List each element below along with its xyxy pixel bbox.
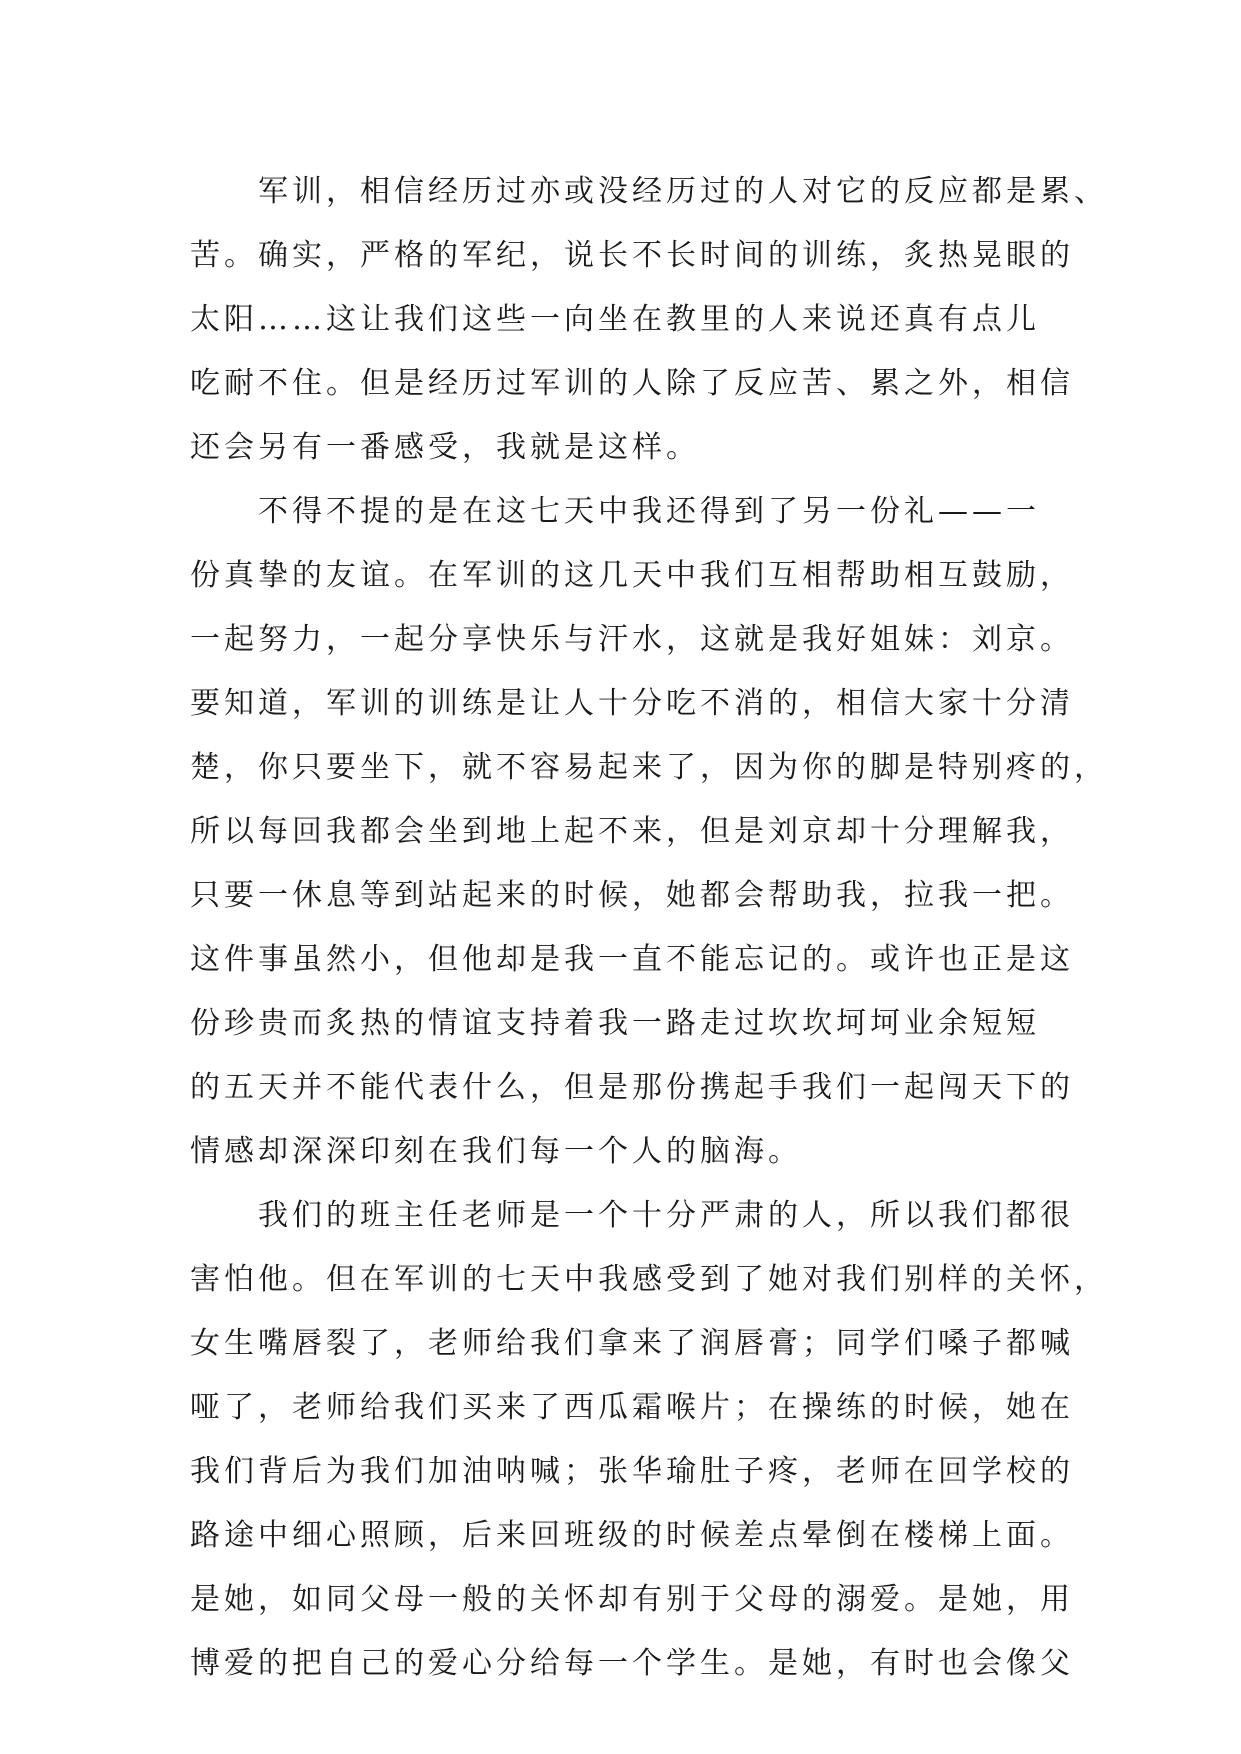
text-line: 份珍贵而炙热的情谊支持着我一路走过坎坎坷坷业余短短 <box>190 1006 1040 1041</box>
text-line: 害怕他。但在军训的七天中我感受到了她对我们别样的关怀， <box>190 1262 1108 1297</box>
text-line: 楚，你只要坐下，就不容易起来了，因为你的脚是特别疼的， <box>190 750 1108 785</box>
text-line: 苦。确实，严格的军纪，说长不长时间的训练，炙热晃眼的 <box>190 238 1074 273</box>
text-line: 我们的班主任老师是一个十分严肃的人，所以我们都很 <box>258 1198 1074 1233</box>
text-line: 只要一休息等到站起来的时候，她都会帮助我，拉我一把。 <box>190 878 1074 913</box>
text-line: 女生嘴唇裂了，老师给我们拿来了润唇膏；同学们嗓子都喊 <box>190 1326 1074 1361</box>
text-line: 情感却深深印刻在我们每一个人的脑海。 <box>190 1134 802 1169</box>
text-line: 路途中细心照顾，后来回班级的时候差点晕倒在楼梯上面。 <box>190 1518 1074 1553</box>
text-line: 哑了，老师给我们买来了西瓜霜喉片；在操练的时候，她在 <box>190 1390 1074 1425</box>
text-line: 还会另有一番感受，我就是这样。 <box>190 430 700 465</box>
text-line: 吃耐不住。但是经历过军训的人除了反应苦、累之外，相信 <box>190 366 1074 401</box>
text-line: 这件事虽然小，但他却是我一直不能忘记的。或许也正是这 <box>190 942 1074 977</box>
text-line: 的五天并不能代表什么，但是那份携起手我们一起闯天下的 <box>190 1070 1074 1105</box>
text-line: 要知道，军训的训练是让人十分吃不消的，相信大家十分清 <box>190 686 1074 721</box>
text-line: 份真挚的友谊。在军训的这几天中我们互相帮助相互鼓励， <box>190 558 1074 593</box>
text-line: 是她，如同父母一般的关怀却有别于父母的溺爱。是她，用 <box>190 1582 1074 1617</box>
text-line: 博爱的把自己的爱心分给每一个学生。是她，有时也会像父 <box>190 1646 1074 1681</box>
text-line: 军训，相信经历过亦或没经历过的人对它的反应都是累、 <box>258 174 1108 209</box>
text-line: 不得不提的是在这七天中我还得到了另一份礼——一 <box>258 494 1040 529</box>
text-line: 所以每回我都会坐到地上起不来，但是刘京却十分理解我， <box>190 814 1074 849</box>
body-text <box>190 160 1108 1696</box>
text-line: 太阳……这让我们这些一向坐在教里的人来说还真有点儿 <box>190 302 1040 337</box>
text-line: 一起努力，一起分享快乐与汗水，这就是我好姐妹：刘京。 <box>190 622 1074 657</box>
text-line: 我们背后为我们加油呐喊；张华瑜肚子疼，老师在回学校的 <box>190 1454 1074 1489</box>
